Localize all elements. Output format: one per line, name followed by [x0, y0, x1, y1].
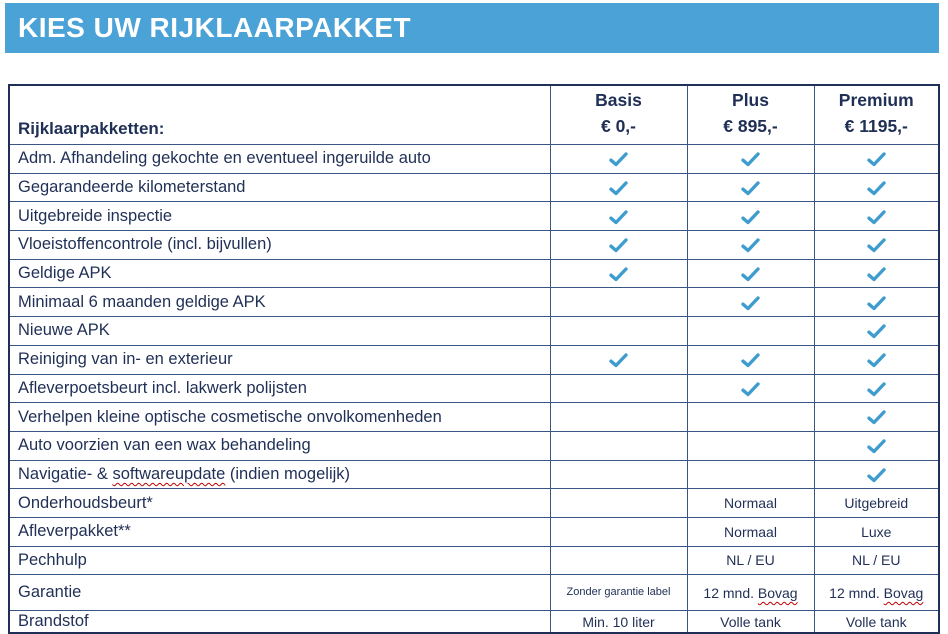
table-row [9, 374, 939, 403]
feature-label: Reiniging van in- en exterieur [9, 345, 550, 374]
table-row [9, 288, 939, 317]
premium-value-cell [814, 202, 939, 231]
plus-value-cell [687, 460, 814, 489]
basis-value-cell [550, 288, 687, 317]
basis-value-cell: Zonder garantie label [550, 575, 687, 611]
table-row [9, 403, 939, 432]
check-icon [867, 238, 886, 253]
check-icon [867, 267, 886, 282]
plus-value-cell [687, 231, 814, 260]
feature-label: Uitgebreide inspectie [9, 202, 550, 231]
basis-value-cell [550, 231, 687, 260]
check-icon [741, 296, 760, 311]
plus-value-cell [687, 145, 814, 174]
check-icon [741, 353, 760, 368]
check-icon [609, 152, 628, 167]
check-icon [867, 439, 886, 454]
basis-value-cell [550, 202, 687, 231]
check-icon [867, 152, 886, 167]
check-icon [867, 296, 886, 311]
corner-label: Rijklaarpakketten: [9, 85, 550, 145]
plus-value-cell [687, 202, 814, 231]
feature-label: Gegarandeerde kilometerstand [9, 173, 550, 202]
package-name: Plus [732, 90, 769, 110]
feature-label: Brandstof [9, 611, 550, 634]
premium-value-cell [814, 173, 939, 202]
check-icon [609, 210, 628, 225]
premium-value-cell [814, 345, 939, 374]
feature-label: Verhelpen kleine optische cosmetische onvolkomenheden [9, 403, 550, 432]
column-header-basis [550, 85, 687, 145]
check-icon [741, 152, 760, 167]
check-icon [867, 468, 886, 483]
feature-label: Minimaal 6 maanden geldige APK [9, 288, 550, 317]
table-row [9, 546, 939, 575]
table-row [9, 611, 939, 634]
plus-value-cell: Volle tank [687, 611, 814, 634]
basis-value-cell [550, 173, 687, 202]
basis-value-cell [550, 489, 687, 518]
misspelled-word: Bovag [757, 584, 798, 601]
column-header-plus [687, 85, 814, 145]
feature-label: Geldige APK [9, 259, 550, 288]
plus-value-cell [687, 374, 814, 403]
check-icon [867, 324, 886, 339]
basis-value-cell [550, 460, 687, 489]
table-row [9, 460, 939, 489]
package-comparison-table [8, 84, 940, 634]
table-row [9, 317, 939, 346]
check-icon [867, 210, 886, 225]
premium-value-cell [814, 145, 939, 174]
premium-value-cell [814, 374, 939, 403]
check-icon [867, 410, 886, 425]
premium-value-cell: Luxe [814, 517, 939, 546]
column-header-premium [814, 85, 939, 145]
check-icon [741, 382, 760, 397]
plus-value-cell [687, 317, 814, 346]
check-icon [741, 238, 760, 253]
package-price: € 895,- [723, 116, 778, 136]
premium-value-cell [814, 231, 939, 260]
plus-value-cell [687, 288, 814, 317]
basis-value-cell [550, 345, 687, 374]
misspelled-word: Bovag [883, 584, 924, 601]
table-row [9, 489, 939, 518]
check-icon [741, 210, 760, 225]
plus-value-cell: 12 mnd. Bovag [687, 575, 814, 611]
check-icon [867, 181, 886, 196]
basis-value-cell: Min. 10 liter [550, 611, 687, 634]
misspelled-word: softwareupdate [112, 464, 226, 483]
basis-value-cell [550, 259, 687, 288]
feature-label: Garantie [9, 575, 550, 611]
header-row [9, 85, 939, 145]
feature-label: Auto voorzien van een wax behandeling [9, 431, 550, 460]
premium-value-cell [814, 317, 939, 346]
table-header [9, 85, 939, 145]
premium-value-cell: Uitgebreid [814, 489, 939, 518]
basis-value-cell [550, 517, 687, 546]
plus-value-cell: Normaal [687, 489, 814, 518]
table-row [9, 431, 939, 460]
basis-value-cell [550, 546, 687, 575]
check-icon [609, 267, 628, 282]
plus-value-cell: NL / EU [687, 546, 814, 575]
feature-label: Vloeistoffencontrole (incl. bijvullen) [9, 231, 550, 260]
check-icon [609, 353, 628, 368]
feature-label: Nieuwe APK [9, 317, 550, 346]
feature-label: Pechhulp [9, 546, 550, 575]
premium-value-cell [814, 259, 939, 288]
package-name: Premium [838, 90, 914, 110]
basis-value-cell [550, 317, 687, 346]
feature-label: Afleverpakket** [9, 517, 550, 546]
table-row [9, 173, 939, 202]
table-body [9, 145, 939, 634]
package-name: Basis [595, 90, 642, 110]
table-row [9, 345, 939, 374]
table-row [9, 259, 939, 288]
plus-value-cell [687, 259, 814, 288]
feature-label: Afleverpoetsbeurt incl. lakwerk polijsten [9, 374, 550, 403]
premium-value-cell [814, 460, 939, 489]
table-row [9, 517, 939, 546]
premium-value-cell: NL / EU [814, 546, 939, 575]
basis-value-cell [550, 374, 687, 403]
basis-value-cell [550, 403, 687, 432]
check-icon [741, 267, 760, 282]
premium-value-cell [814, 403, 939, 432]
plus-value-cell: Normaal [687, 517, 814, 546]
check-icon [609, 238, 628, 253]
basis-value-cell [550, 431, 687, 460]
plus-value-cell [687, 403, 814, 432]
check-icon [867, 353, 886, 368]
premium-value-cell: Volle tank [814, 611, 939, 634]
feature-label: Navigatie- & softwareupdate (indien mogelijk) [9, 460, 550, 489]
plus-value-cell [687, 173, 814, 202]
plus-value-cell [687, 431, 814, 460]
package-price: € 1195,- [844, 116, 908, 136]
feature-label: Onderhoudsbeurt* [9, 489, 550, 518]
check-icon [609, 181, 628, 196]
premium-value-cell: 12 mnd. Bovag [814, 575, 939, 611]
page-header-banner [5, 3, 939, 53]
table-row [9, 202, 939, 231]
plus-value-cell [687, 345, 814, 374]
page-title: KIES UW RIJKLAARPAKKET [18, 12, 412, 43]
premium-value-cell [814, 431, 939, 460]
table-row [9, 575, 939, 611]
table-row [9, 231, 939, 260]
premium-value-cell [814, 288, 939, 317]
check-icon [741, 181, 760, 196]
basis-value-cell [550, 145, 687, 174]
package-price: € 0,- [600, 116, 637, 136]
table-row [9, 145, 939, 174]
check-icon [867, 382, 886, 397]
feature-label: Adm. Afhandeling gekochte en eventueel ingeruilde auto [9, 145, 550, 174]
